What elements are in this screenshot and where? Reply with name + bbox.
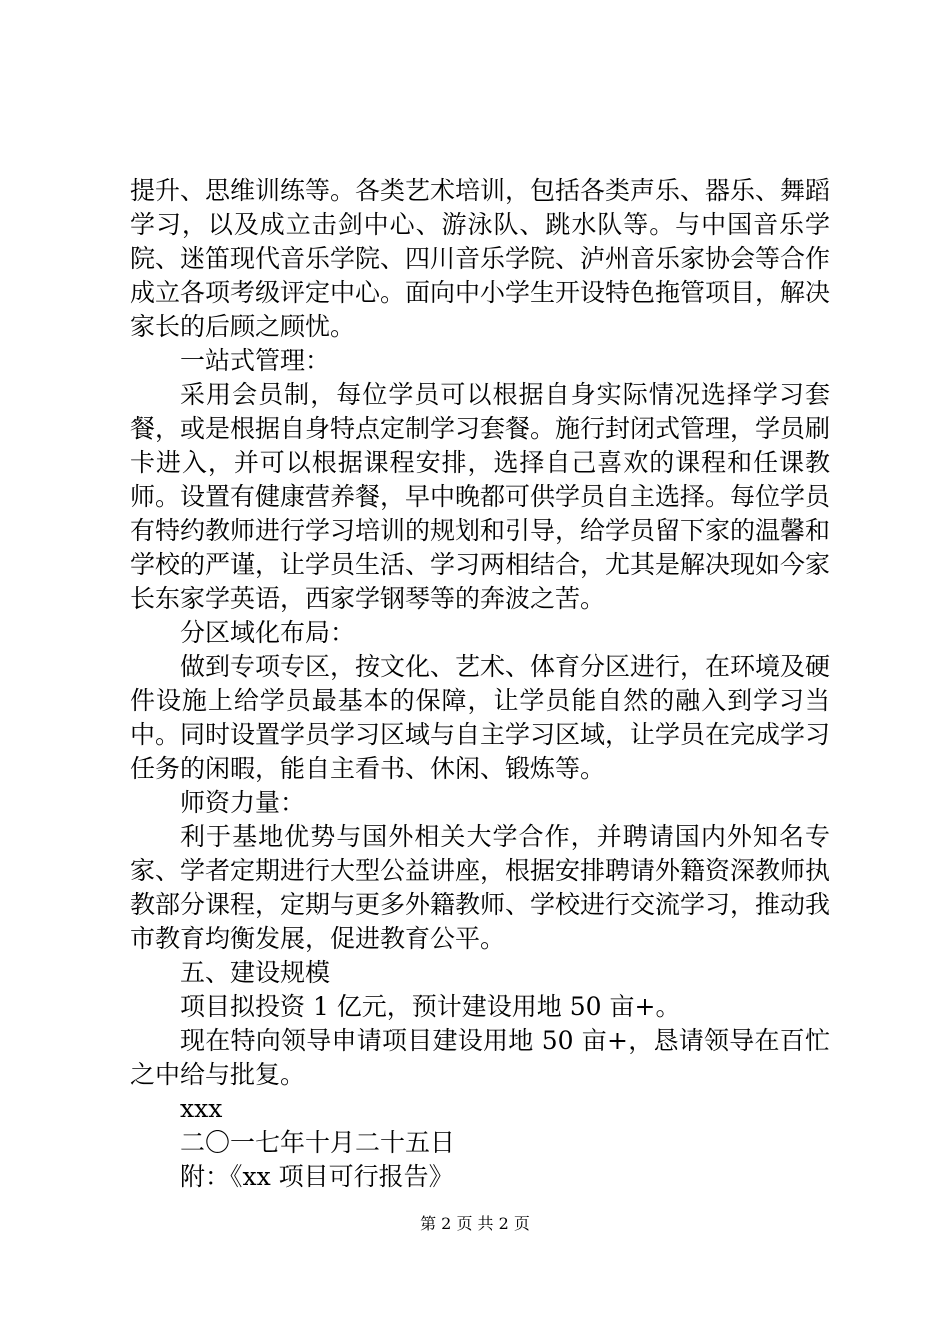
document-body bbox=[130, 174, 830, 1194]
paragraph-membership: 采用会员制，每位学员可以根据自身实际情况选择学习套餐，或是根据自身特点定制学习套餐。施行封闭式管理，学员刷卡进入，并可以根据课程安排，选择自己喜欢的课程和任课教师。设置有健康营养餐，早中晚都可供学员自主选择。每位学员有特约教师进行学习培训的规划和引导，给学员留下家的温馨和学校的严谨，让学员生活、学习两相结合，尤其是解决现如今家长东家学英语，西家学钢琴等的奔波之苦。 bbox=[130, 380, 831, 613]
heading-construction-scale: 五、建设规模 bbox=[180, 958, 331, 987]
signature-name: xxx bbox=[180, 1094, 223, 1123]
paragraph-request: 现在特向领导申请项目建设用地 50 亩+，恳请领导在百忙之中给与批复。 bbox=[130, 1026, 830, 1089]
page-footer: 第 2 页 共 2 页 bbox=[420, 1214, 530, 1233]
heading-one-stop-management: 一站式管理： bbox=[180, 346, 331, 375]
paragraph-intro-continued: 提升、思维训练等。各类艺术培训，包括各类声乐、器乐、舞蹈学习，以及成立击剑中心、游泳队、跳水队等。与中国音乐学院、迷笛现代音乐学院、四川音乐学院、泸州音乐家协会等合作成立各项考级评定中心。面向中小学生开设特色拖管项目，解决家长的后顾之顾忧。 bbox=[130, 176, 831, 341]
heading-zoned-layout: 分区域化布局： bbox=[180, 618, 356, 647]
paragraph-faculty: 利于基地优势与国外相关大学合作，并聘请国内外知名专家、学者定期进行大型公益讲座，根据安排聘请外籍资深教师执教部分课程，定期与更多外籍教师、学校进行交流学习，推动我市教育均衡发展，促进教育公平。 bbox=[130, 822, 831, 953]
paragraph-investment: 项目拟投资 1 亿元，预计建设用地 50 亩+。 bbox=[180, 992, 681, 1021]
signature-date: 二〇一七年十月二十五日 bbox=[180, 1128, 456, 1157]
paragraph-zoned-layout: 做到专项专区，按文化、艺术、体育分区进行，在环境及硬件设施上给学员最基本的保障，让学员能自然的融入到学习当中。同时设置学员学习区域与自主学习区域，让学员在完成学习任务的闲暇，能自主看书、休闲、锻炼等。 bbox=[130, 652, 831, 783]
heading-faculty: 师资力量： bbox=[180, 788, 306, 817]
attachment-note: 附：《xx 项目可行报告》 bbox=[180, 1162, 454, 1191]
